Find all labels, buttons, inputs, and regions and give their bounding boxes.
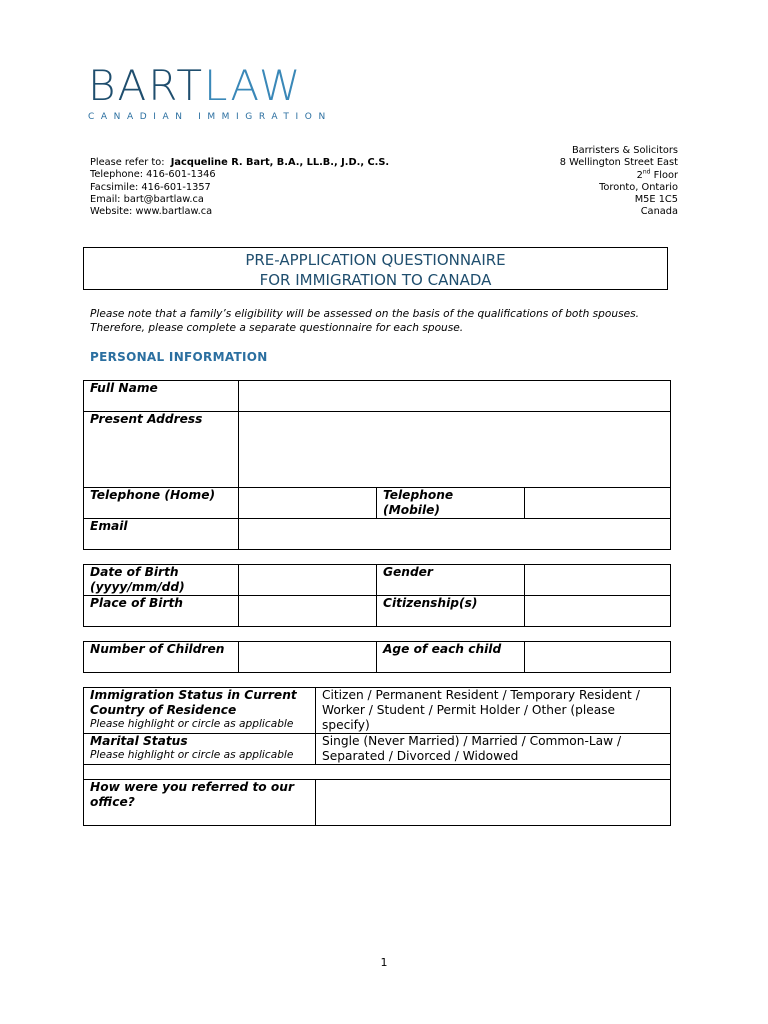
spacer-row — [84, 765, 671, 780]
citizenship-field[interactable] — [525, 596, 671, 627]
bartlaw-logo — [88, 60, 332, 122]
contact-info-table — [83, 380, 671, 550]
telephone-home-field[interactable] — [239, 488, 377, 519]
place-of-birth-field[interactable] — [239, 596, 377, 627]
number-of-children-field[interactable] — [239, 642, 377, 673]
marital-status-options[interactable]: Single (Never Married) / Married / Common-Law / Separated / Divorced / Widowed — [316, 734, 671, 765]
eligibility-note — [90, 307, 690, 335]
page-number: 1 — [380, 956, 388, 969]
refer-label: Please refer to: — [90, 157, 165, 168]
address-line: M5E 1C5 — [634, 194, 678, 206]
present-address-label: Present Address — [84, 412, 239, 488]
address-line — [560, 170, 678, 182]
telephone-mobile-field[interactable] — [525, 488, 671, 519]
label-line: (yyyy/mm/dd) — [90, 580, 185, 594]
present-address-field[interactable] — [239, 412, 671, 488]
section-title: PERSONAL INFORMATION — [90, 350, 268, 364]
facsimile-line: Facsimile: 416-601-1357 — [90, 181, 211, 193]
marital-status-label — [84, 734, 316, 765]
full-name-label: Full Name — [84, 381, 239, 412]
refer-name: Jacqueline R. Bart, B.A., LL.B., J.D., C.S. — [170, 157, 390, 168]
age-of-each-child-label: Age of each child — [377, 642, 525, 673]
label-line: Marital Status — [90, 734, 188, 748]
referral-field[interactable] — [316, 780, 671, 826]
date-of-birth-label — [84, 565, 239, 596]
refer-line — [90, 157, 389, 169]
place-of-birth-label: Place of Birth — [84, 596, 239, 627]
address-line: Canada — [640, 206, 678, 218]
telephone-mobile-label — [377, 488, 525, 519]
address-line: Barristers & Solicitors — [571, 145, 678, 156]
logo-law: LAW — [204, 61, 303, 110]
website-line: Website: www.bartlaw.ca — [90, 206, 213, 218]
contact-block — [90, 157, 389, 218]
hint-text: Please highlight or circle as applicable — [90, 718, 294, 730]
floor-suffix: nd — [642, 168, 651, 176]
immigration-status-options[interactable]: Citizen / Permanent Resident / Temporary Resident / Worker / Student / Permit Holder / Other (please specify) — [316, 688, 671, 734]
full-name-field[interactable] — [239, 381, 671, 412]
title-line: FOR IMMIGRATION TO CANADA — [259, 271, 492, 289]
email-line: Email: bart@bartlaw.ca — [90, 193, 204, 205]
gender-label: Gender — [377, 565, 525, 596]
status-table — [83, 687, 671, 826]
label-line: (Mobile) — [383, 503, 440, 517]
email-label: Email — [84, 519, 239, 550]
document-title — [83, 247, 668, 290]
citizenship-label: Citizenship(s) — [377, 596, 525, 627]
immigration-status-label — [84, 688, 316, 734]
children-table — [83, 641, 671, 673]
note-line: Therefore, please complete a separate questionnaire for each spouse. — [90, 322, 464, 334]
email-field[interactable] — [239, 519, 671, 550]
address-block — [560, 145, 678, 219]
birth-info-table — [83, 564, 671, 627]
number-of-children-label: Number of Children — [84, 642, 239, 673]
gender-field[interactable] — [525, 565, 671, 596]
address-line: 8 Wellington Street East — [559, 157, 678, 169]
label-line: Country of Residence — [90, 703, 237, 717]
label-line: Date of Birth — [90, 565, 179, 579]
logo-wordmark — [88, 60, 332, 112]
floor-word: Floor — [653, 169, 678, 181]
referral-label: How were you referred to our office? — [84, 780, 316, 826]
age-of-each-child-field[interactable] — [525, 642, 671, 673]
logo-tagline: CANADIAN IMMIGRATION — [88, 112, 332, 122]
label-line: Immigration Status in Current — [90, 688, 297, 702]
address-line: Toronto, Ontario — [599, 181, 678, 193]
hint-text: Please highlight or circle as applicable — [90, 749, 294, 761]
date-of-birth-field[interactable] — [239, 565, 377, 596]
telephone-home-label: Telephone (Home) — [84, 488, 239, 519]
label-line: Telephone — [383, 488, 454, 502]
floor-number: 2 — [636, 169, 643, 181]
title-line: PRE-APPLICATION QUESTIONNAIRE — [245, 251, 506, 269]
logo-bart: BART — [88, 61, 205, 110]
telephone-line: Telephone: 416-601-1346 — [90, 169, 216, 181]
note-line: Please note that a family’s eligibility will be assessed on the basis of the qualifications of both spouses. — [90, 308, 640, 320]
